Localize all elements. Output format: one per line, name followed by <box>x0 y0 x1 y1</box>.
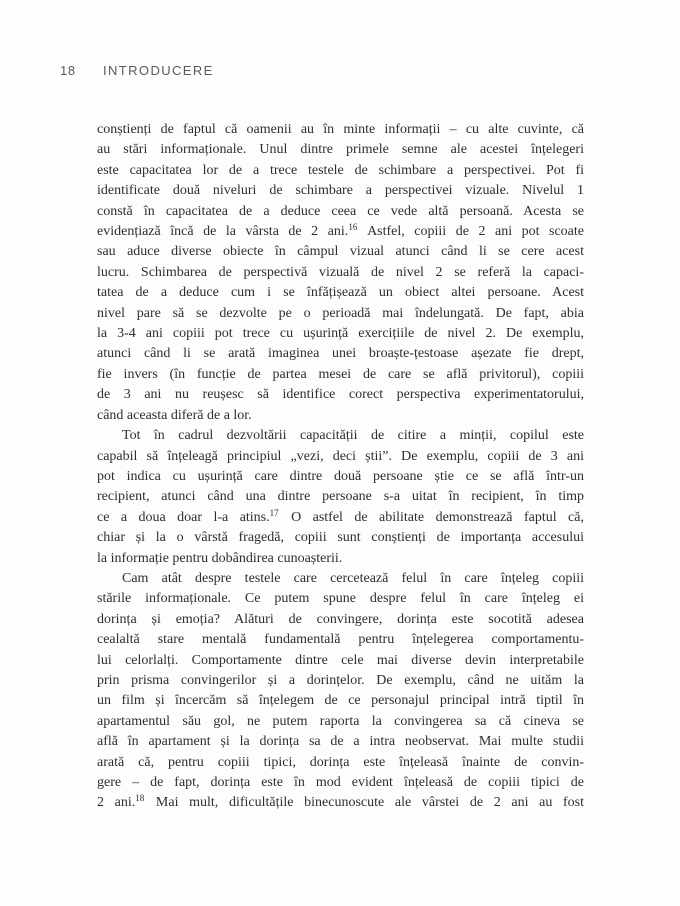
text-line: atunci când li se arată imaginea unei broaște-țestoase așezate fie drept, <box>97 346 584 362</box>
text-line: sau aduce diverse obiecte în câmpul vizual atunci când li se cere acest <box>97 244 584 260</box>
text-line: prin prisma convingerilor și a dorințelor. De exemplu, când ne uităm la <box>97 672 584 688</box>
text-line: de 3 ani nu reușesc să identifice corect perspectiva experimentatorului, <box>97 387 584 403</box>
text-line: ce a doua doar l-a atins.$^{17}$ O astfel de abilitate demonstrează faptul că, <box>97 507 584 525</box>
footnote-reference: 18 <box>135 793 145 804</box>
footnote-reference: 17 <box>269 507 279 518</box>
text-line: când aceasta diferă de a lor. <box>97 407 252 423</box>
text-line: un film și încercăm să înțelegem de ce personajul principal intră tiptil în <box>97 693 584 709</box>
text-line: constă în capacitatea de a deduce ceea ce vede altă persoană. Acesta se <box>97 203 584 219</box>
text-block <box>97 120 584 814</box>
text-line: chiar și la o vârstă fragedă, copiii sunt conștienți de importanța accesului <box>97 530 584 546</box>
text-line: identificate două niveluri de schimbare a perspectivei vizuale. Nivelul 1 <box>97 183 584 199</box>
text-line: fie invers (în funcție de partea mesei de care se află privitorul), copiii <box>97 366 584 382</box>
text-line: este capacitatea lor de a trece testele de schimbare a perspectivei. Pot fi <box>97 162 584 178</box>
text-line: conștienți de faptul că oamenii au în minte informații – cu alte cuvinte, că <box>97 122 584 137</box>
paragraph <box>97 120 584 426</box>
text-line: gere – de fapt, dorința este în mod evident înțeleasă de copiii tipici de <box>97 775 584 790</box>
text-line: tatea de a deduce cum i se înfățișează un obiect altei persoane. Acest <box>97 285 584 301</box>
text-line: 2 ani.$^{18}$ Mai mult, dificultățile binecunoscute ale vârstei de 2 ani au fost <box>97 793 584 811</box>
page-number: 18 <box>60 63 76 78</box>
text-line: capabil să înțeleagă principiul „vezi, deci știi”. De exemplu, copiii de 3 ani <box>97 448 584 464</box>
text-line: evidențiază încă de la vârsta de 2 ani.$^{16}$ Astfel, copiii de 2 ani pot scoate <box>97 222 585 240</box>
text-line: apartamentul său gol, ne putem raporta la convingerea sa că cineva se <box>97 713 584 729</box>
text-line: cealaltă stare mentală fundamentală pentru înțelegerea comportamentu- <box>97 632 584 648</box>
text-line: recipient, atunci când una dintre persoane s-a uitat în recipient, în timp <box>97 489 584 505</box>
text-line: Cam atât despre testele care cercetează felul în care înțeleg copiii <box>122 570 584 586</box>
text-line: pot indica cu ușurință care dintre două persoane știe ce se află într-un <box>97 468 584 484</box>
text-line: află în apartament și la dorința sa de a intra neobservat. Mai multe studii <box>97 734 584 750</box>
running-head <box>60 63 214 78</box>
text-line: au stări informaționale. Unul dintre primele semne ale acestei înțelegeri <box>97 142 584 158</box>
text-line: la informație pentru dobândirea cunoașterii. <box>97 550 343 566</box>
paragraph <box>97 426 584 569</box>
text-line: arată că, pentru copiii tipici, dorința este înțeleasă înainte de convin- <box>97 754 584 770</box>
footnote-reference: 16 <box>348 222 358 233</box>
text-line: lucru. Schimbarea de perspectivă vizuală de nivel 2 se referă la capaci- <box>97 264 584 280</box>
paragraph <box>97 569 584 814</box>
text-line: nivel pare să se dezvolte pe o perioadă mai îndelungată. De fapt, abia <box>97 305 584 321</box>
section-title: INTRODUCERE <box>103 63 214 78</box>
text-line: lui celorlalți. Comportamente dintre cele mai diverse devin interpretabile <box>97 652 584 668</box>
text-line: stările informaționale. Ce putem spune despre felul în care înțeleg ei <box>97 591 584 607</box>
text-line: dorința și emoția? Alături de convingere, dorința este socotită adesea <box>97 611 584 627</box>
text-line: Tot în cadrul dezvoltării capacității de citire a minții, copilul este <box>122 428 584 444</box>
text-line: la 3-4 ani copiii pot trece cu ușurință exercițiile de nivel 2. De exemplu, <box>97 326 584 342</box>
